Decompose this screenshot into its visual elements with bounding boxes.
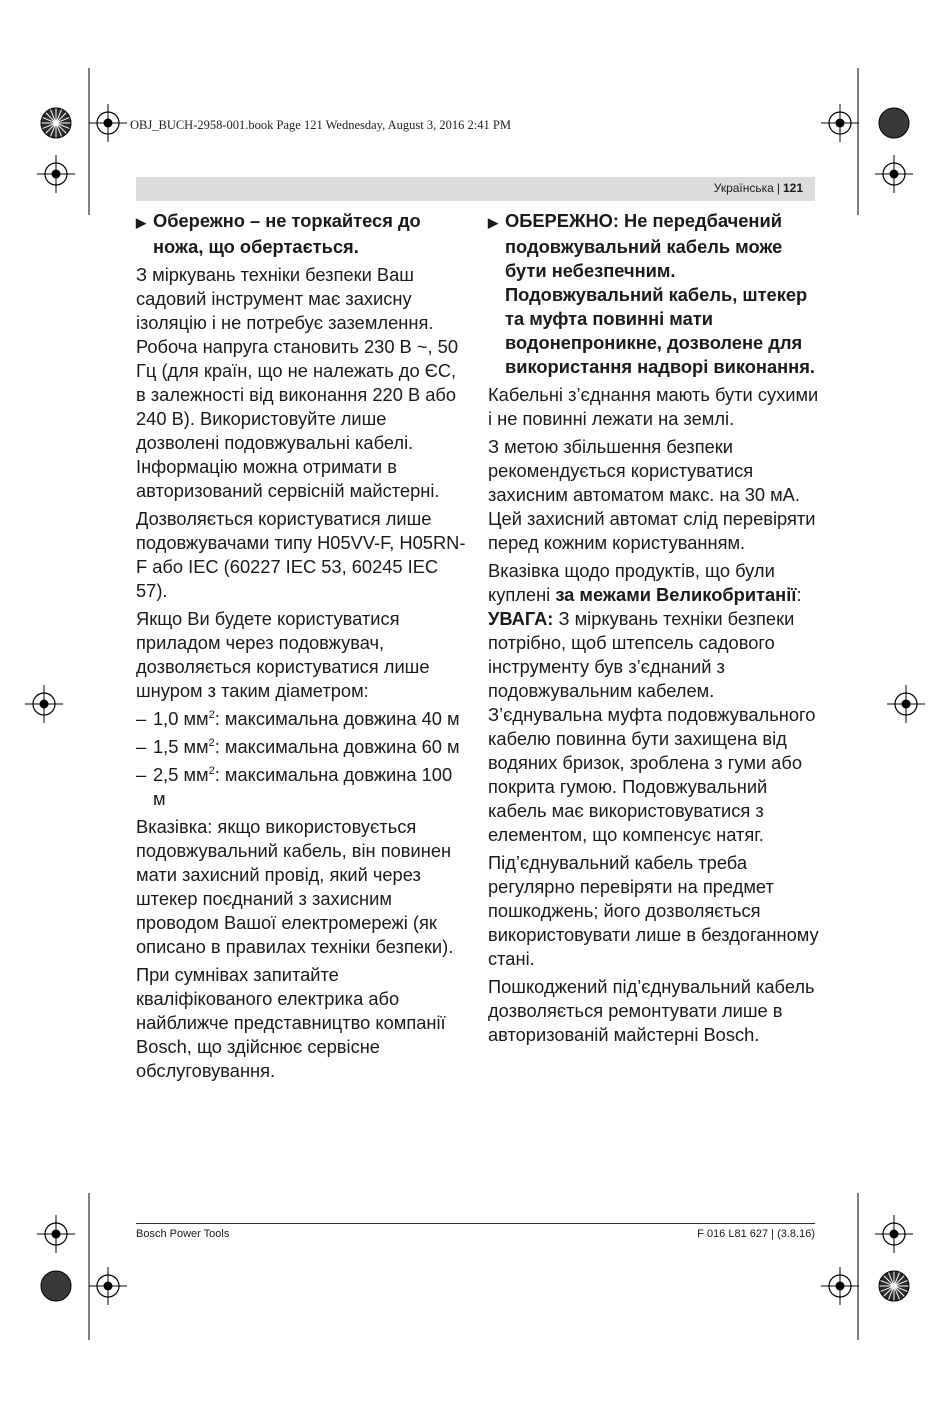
cross-section-value: 1,0 мм bbox=[153, 708, 209, 729]
right-column bbox=[488, 209, 823, 1051]
cross-section-value: 2,5 мм bbox=[153, 764, 209, 785]
left-column bbox=[136, 209, 468, 1087]
warning-text: ОБЕРЕЖНО: Не передбачений подовжувальний кабель може бути небезпечним. Подовжувальний кабель, штекер та муфта повинні мати водонепроникне, дозволене для використання надворі виконання. bbox=[505, 210, 815, 377]
footer-brand: Bosch Power Tools bbox=[136, 1228, 230, 1240]
warning-arrow-icon: ▶ bbox=[488, 215, 498, 230]
superscript: 2 bbox=[208, 736, 215, 749]
attention-label: УВАГА: bbox=[488, 608, 554, 629]
note-body: З міркувань техніки безпеки потрібно, щоб штепсель садового інструменту був з’єднаний з подовжувальним кабелем. З’єднувальна муфта подовжувального кабелю повинна бути захищена від водяних бризок, зроблена з гуми або покрита гумою. Подовжувальний кабель має використовуватися з елементом, що компенсує натяг. bbox=[488, 608, 816, 845]
note-lead: Вказівка щодо продуктів, що були куплені bbox=[488, 560, 775, 605]
header-separator: | bbox=[776, 181, 780, 195]
superscript: 2 bbox=[208, 764, 215, 777]
footer-rule bbox=[136, 1223, 815, 1224]
paragraph-ask-electrician: При сумнівах запитайте кваліфікованого електрика або найближче представництво компанії Bosch, що здійснює сервісне обслуговування. bbox=[136, 964, 446, 1081]
print-job-info: OBJ_BUCH-2958-001.book Page 121 Wednesday, August 3, 2016 2:41 PM bbox=[130, 118, 511, 132]
paragraph-outside-uk bbox=[488, 559, 823, 847]
header-language: Українська bbox=[713, 181, 774, 195]
paragraph-cable-types: Дозволяється користуватися лише подовжувачами типу H05VV-F, H05RN-F або IEC (60227 IEC 53, 60245 IEC 57). bbox=[136, 508, 466, 601]
paragraph-dry-connections: Кабельні з’єднання мають бути сухими і не повинні лежати на землі. bbox=[488, 384, 819, 429]
paragraph-damaged-cable: Пошкоджений під’єднувальний кабель дозволяється ремонтувати лише в авторизованій майстерні Bosch. bbox=[488, 976, 815, 1045]
warning-arrow-icon: ▶ bbox=[136, 215, 146, 230]
cross-section-value: 1,5 мм bbox=[153, 736, 209, 757]
note-region: за межами Великобританії bbox=[555, 584, 797, 605]
page-header bbox=[136, 177, 815, 201]
list-item bbox=[136, 707, 468, 731]
paragraph-extension-intro: Якщо Ви будете користуватися приладом через подовжувач, дозволяється користуватися лише шнуром з таким діаметром: bbox=[136, 608, 430, 701]
max-length-text: : максимальна довжина 100 м bbox=[153, 764, 453, 809]
page-number: 121 bbox=[782, 181, 803, 195]
list-item bbox=[136, 735, 468, 759]
paragraph-check-cable: Під’єднувальний кабель треба регулярно перевіряти на предмет пошкоджень; його дозволяється використовувати лише в бездоганному стані. bbox=[488, 852, 819, 969]
warning-rotating-blade bbox=[136, 209, 468, 259]
max-length-text: : максимальна довжина 40 м bbox=[214, 708, 460, 729]
max-length-text: : максимальна довжина 60 м bbox=[214, 736, 460, 757]
paragraph-rcd: З метою збільшення безпеки рекомендується користуватися захисним автоматом макс. на 30 мА. Цей захисний автомат слід перевіряти перед кожним користуванням. bbox=[488, 436, 816, 553]
superscript: 2 bbox=[208, 708, 215, 721]
footer-doc-number: F 016 L81 627 | (3.8.16) bbox=[697, 1228, 815, 1240]
list-dash: – bbox=[136, 736, 147, 757]
list-dash: – bbox=[136, 764, 147, 785]
header-text bbox=[714, 181, 803, 195]
paragraph-protective-conductor: Вказівка: якщо використовується подовжувальний кабель, він повинен мати захисний провід, який через штекер поєднаний з захисним проводом Вашої електромережі (як описано в правилах техніки безпеки). bbox=[136, 816, 454, 957]
list-item bbox=[136, 763, 468, 811]
warning-extension-cable bbox=[488, 209, 823, 379]
list-dash: – bbox=[136, 708, 147, 729]
paragraph-insulation: З міркувань техніки безпеки Ваш садовий інструмент має захисну ізоляцію і не потребує заземлення. Робоча напруга становить 230 В ~, 50 Гц (для країн, що не належать до ЄС, в залежності від виконання 220 В або 240 В). Використовуйте лише дозволені подовжувальні кабелі. Інформацію можна отримати в авторизований сервісній майстерні. bbox=[136, 264, 459, 501]
note-colon: : bbox=[796, 584, 802, 605]
warning-text: Обережно – не торкайтеся до ножа, що обертається. bbox=[153, 210, 421, 257]
